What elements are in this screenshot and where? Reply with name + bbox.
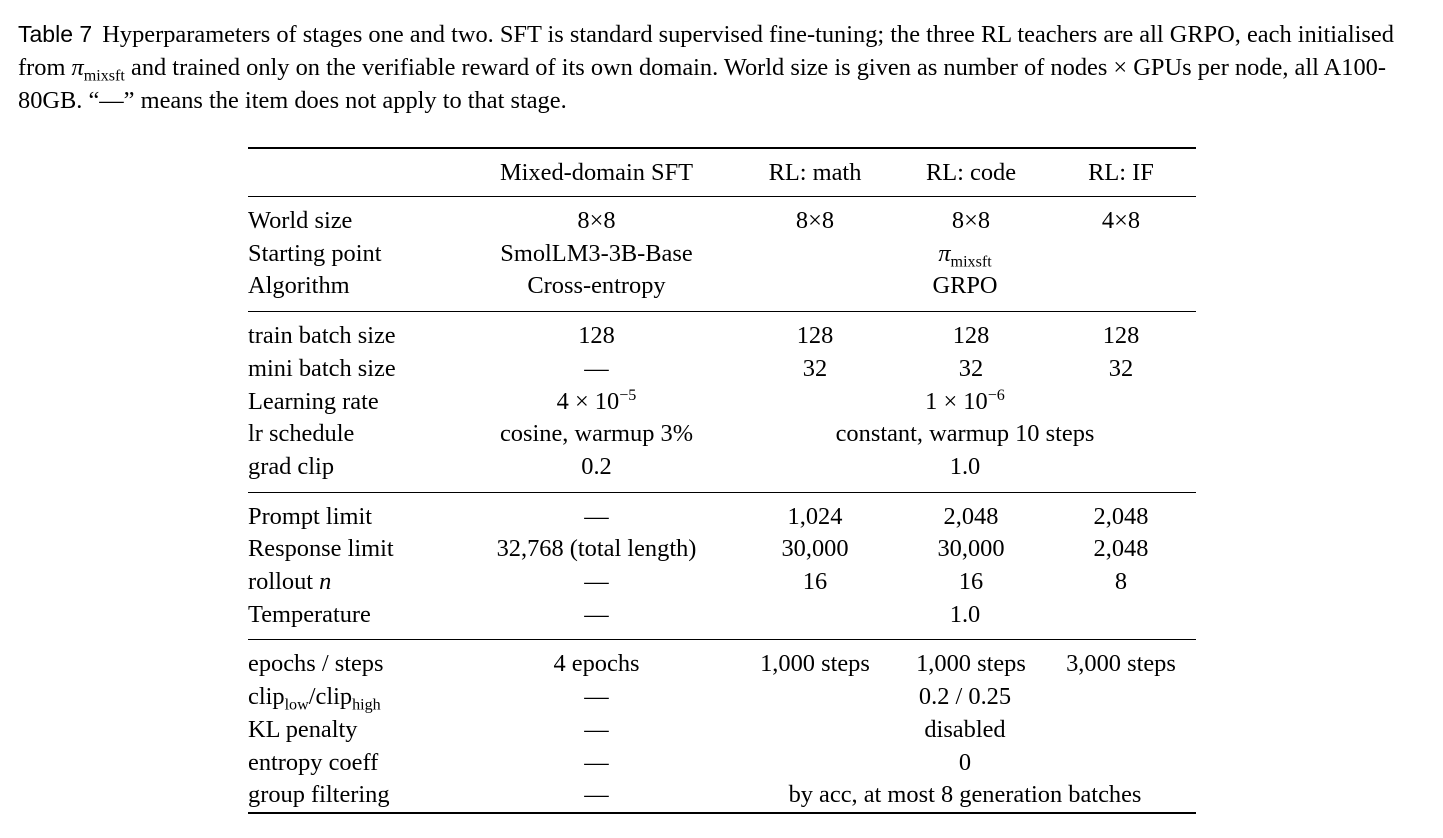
- cell-math: 128: [796, 322, 834, 350]
- cell-math: 1,024: [787, 502, 843, 530]
- caption-text-part2: and trained only on the verifiable reward of its own domain. World size is given as number of nodes × GPUs per node, all A100-80GB. “—” means the item does not apply to that stage.: [18, 54, 1386, 114]
- cell-sft: 8×8: [577, 207, 616, 234]
- row-label: Starting point: [248, 239, 382, 267]
- row-label: lr schedule: [248, 420, 355, 448]
- clip-sep: /: [308, 683, 316, 711]
- cell-if: 32: [1108, 354, 1134, 382]
- header-empty: [248, 148, 459, 197]
- cell-if: 128: [1102, 322, 1140, 350]
- cell-sft: —: [584, 715, 609, 743]
- cell-code: 30,000: [937, 535, 1005, 563]
- cell-code: 8×8: [951, 207, 991, 234]
- table-row-grad-clip: [248, 451, 1196, 492]
- row-label: group filtering: [248, 779, 459, 813]
- cell-if: 3,000 steps: [1066, 650, 1176, 678]
- row-label: KL penalty: [248, 715, 358, 743]
- row-label: Algorithm: [248, 270, 459, 311]
- cell-math: 30,000: [781, 535, 849, 563]
- table-row-starting-point: [248, 238, 1196, 271]
- table-row-lr-schedule: [248, 418, 1196, 451]
- clip-a-sub: low: [284, 696, 309, 714]
- table-row-algorithm: [248, 270, 1196, 311]
- header-rl-code: RL: code: [896, 148, 1046, 197]
- cell-sft: —: [584, 354, 609, 382]
- cell-math: 8×8: [795, 207, 835, 234]
- cell-math: 1,000 steps: [760, 650, 870, 678]
- cell-sft: —: [459, 599, 734, 640]
- lr-exponent: −5: [619, 386, 637, 404]
- cell-code: 128: [952, 322, 990, 350]
- table-caption: [18, 18, 1430, 117]
- rollout-label-var: n: [319, 568, 332, 596]
- table-row-clip: [248, 681, 1196, 714]
- table-row-rollout-n: [248, 566, 1196, 599]
- clip-a: clip: [248, 683, 285, 711]
- lr-base: 4 × 10: [556, 387, 620, 415]
- cell-sft: 128: [578, 322, 615, 350]
- clip-b-sub: high: [352, 696, 381, 714]
- row-label: mini batch size: [248, 354, 396, 382]
- table-row-epochs-steps: [248, 640, 1196, 681]
- table-header-row: [248, 148, 1196, 197]
- header-rl-if: RL: IF: [1046, 148, 1196, 197]
- cell-code: 32: [958, 354, 984, 382]
- caption-label: Table 7: [18, 21, 93, 47]
- cell-rl-merged: 1.0: [734, 599, 1196, 640]
- cell-rl-merged: constant, warmup 10 steps: [835, 420, 1095, 448]
- header-sft: Mixed-domain SFT: [459, 148, 734, 197]
- cell-sft: 0.2: [459, 451, 734, 492]
- hyperparameter-table: [248, 147, 1196, 814]
- table-row-train-batch: [248, 312, 1196, 353]
- cell-code: 1,000 steps: [916, 650, 1026, 678]
- cell-rl-merged: disabled: [924, 715, 1006, 743]
- row-label: Temperature: [248, 599, 459, 640]
- row-label: Response limit: [248, 535, 394, 563]
- table-row-group-filtering: [248, 779, 1196, 813]
- cell-sft: —: [459, 779, 734, 813]
- row-label: [248, 566, 459, 599]
- row-label: [248, 681, 459, 714]
- rollout-label-text: rollout: [248, 568, 320, 596]
- cell-sft: —: [584, 568, 609, 596]
- cell-if: 4×8: [1101, 207, 1141, 234]
- table-row-response-limit: [248, 533, 1196, 566]
- row-label: Prompt limit: [248, 502, 373, 530]
- table-row-kl-penalty: [248, 714, 1196, 747]
- pi-symbol: π: [938, 239, 951, 267]
- pi-subscript: mixsft: [950, 253, 992, 271]
- lr-base: 1 × 10: [925, 387, 988, 415]
- row-label: train batch size: [248, 322, 396, 350]
- cell-rl-merged: 1.0: [734, 451, 1196, 492]
- hyperparameter-table-container: [248, 147, 1196, 814]
- row-label: grad clip: [248, 451, 459, 492]
- cell-sft: 32,768 (total length): [496, 535, 697, 563]
- table-row-learning-rate: [248, 386, 1196, 419]
- cell-sft: —: [584, 683, 609, 711]
- cell-sft: —: [584, 502, 609, 530]
- table-row-mini-batch: [248, 353, 1196, 386]
- cell-sft: [459, 386, 734, 419]
- cell-sft: Cross-entropy: [459, 270, 734, 311]
- table-row-temperature: [248, 599, 1196, 640]
- cell-code: 16: [958, 568, 984, 596]
- lr-exponent: −6: [987, 386, 1005, 404]
- cell-if: 2,048: [1093, 502, 1149, 530]
- cell-if: 8: [1114, 568, 1128, 596]
- cell-rl-merged: GRPO: [734, 270, 1196, 311]
- clip-b: clip: [315, 683, 353, 711]
- cell-rl-merged: by acc, at most 8 generation batches: [734, 779, 1196, 813]
- cell-sft: cosine, warmup 3%: [499, 420, 694, 448]
- cell-code: 2,048: [943, 502, 999, 530]
- cell-rl-merged: [734, 386, 1196, 419]
- cell-sft: 4 epochs: [553, 650, 640, 678]
- cell-sft: SmolLM3-3B-Base: [500, 239, 693, 267]
- row-label: entropy coeff: [248, 748, 379, 776]
- table-row-entropy-coeff: [248, 747, 1196, 780]
- cell-rl-merged: 0: [958, 748, 972, 776]
- table-row-world-size: [248, 197, 1196, 238]
- table-row-prompt-limit: [248, 492, 1196, 533]
- pi-subscript: mixsft: [83, 67, 125, 85]
- row-label: epochs / steps: [248, 650, 384, 678]
- row-label: Learning rate: [248, 387, 379, 415]
- header-rl-math: RL: math: [734, 148, 896, 197]
- pi-symbol: π: [71, 54, 84, 81]
- cell-if: 2,048: [1093, 535, 1149, 563]
- cell-sft: —: [584, 748, 609, 776]
- cell-rl-merged: [734, 238, 1196, 271]
- cell-rl-merged: 0.2 / 0.25: [918, 683, 1012, 711]
- caption-text-part1: Hyperparameters of stages one and two. SFT is standard supervised fine-tuning; the three RL teachers are all GRPO, each initialised from: [18, 21, 1394, 81]
- cell-math: 32: [802, 354, 828, 382]
- row-label: World size: [248, 207, 353, 234]
- cell-math: 16: [802, 568, 828, 596]
